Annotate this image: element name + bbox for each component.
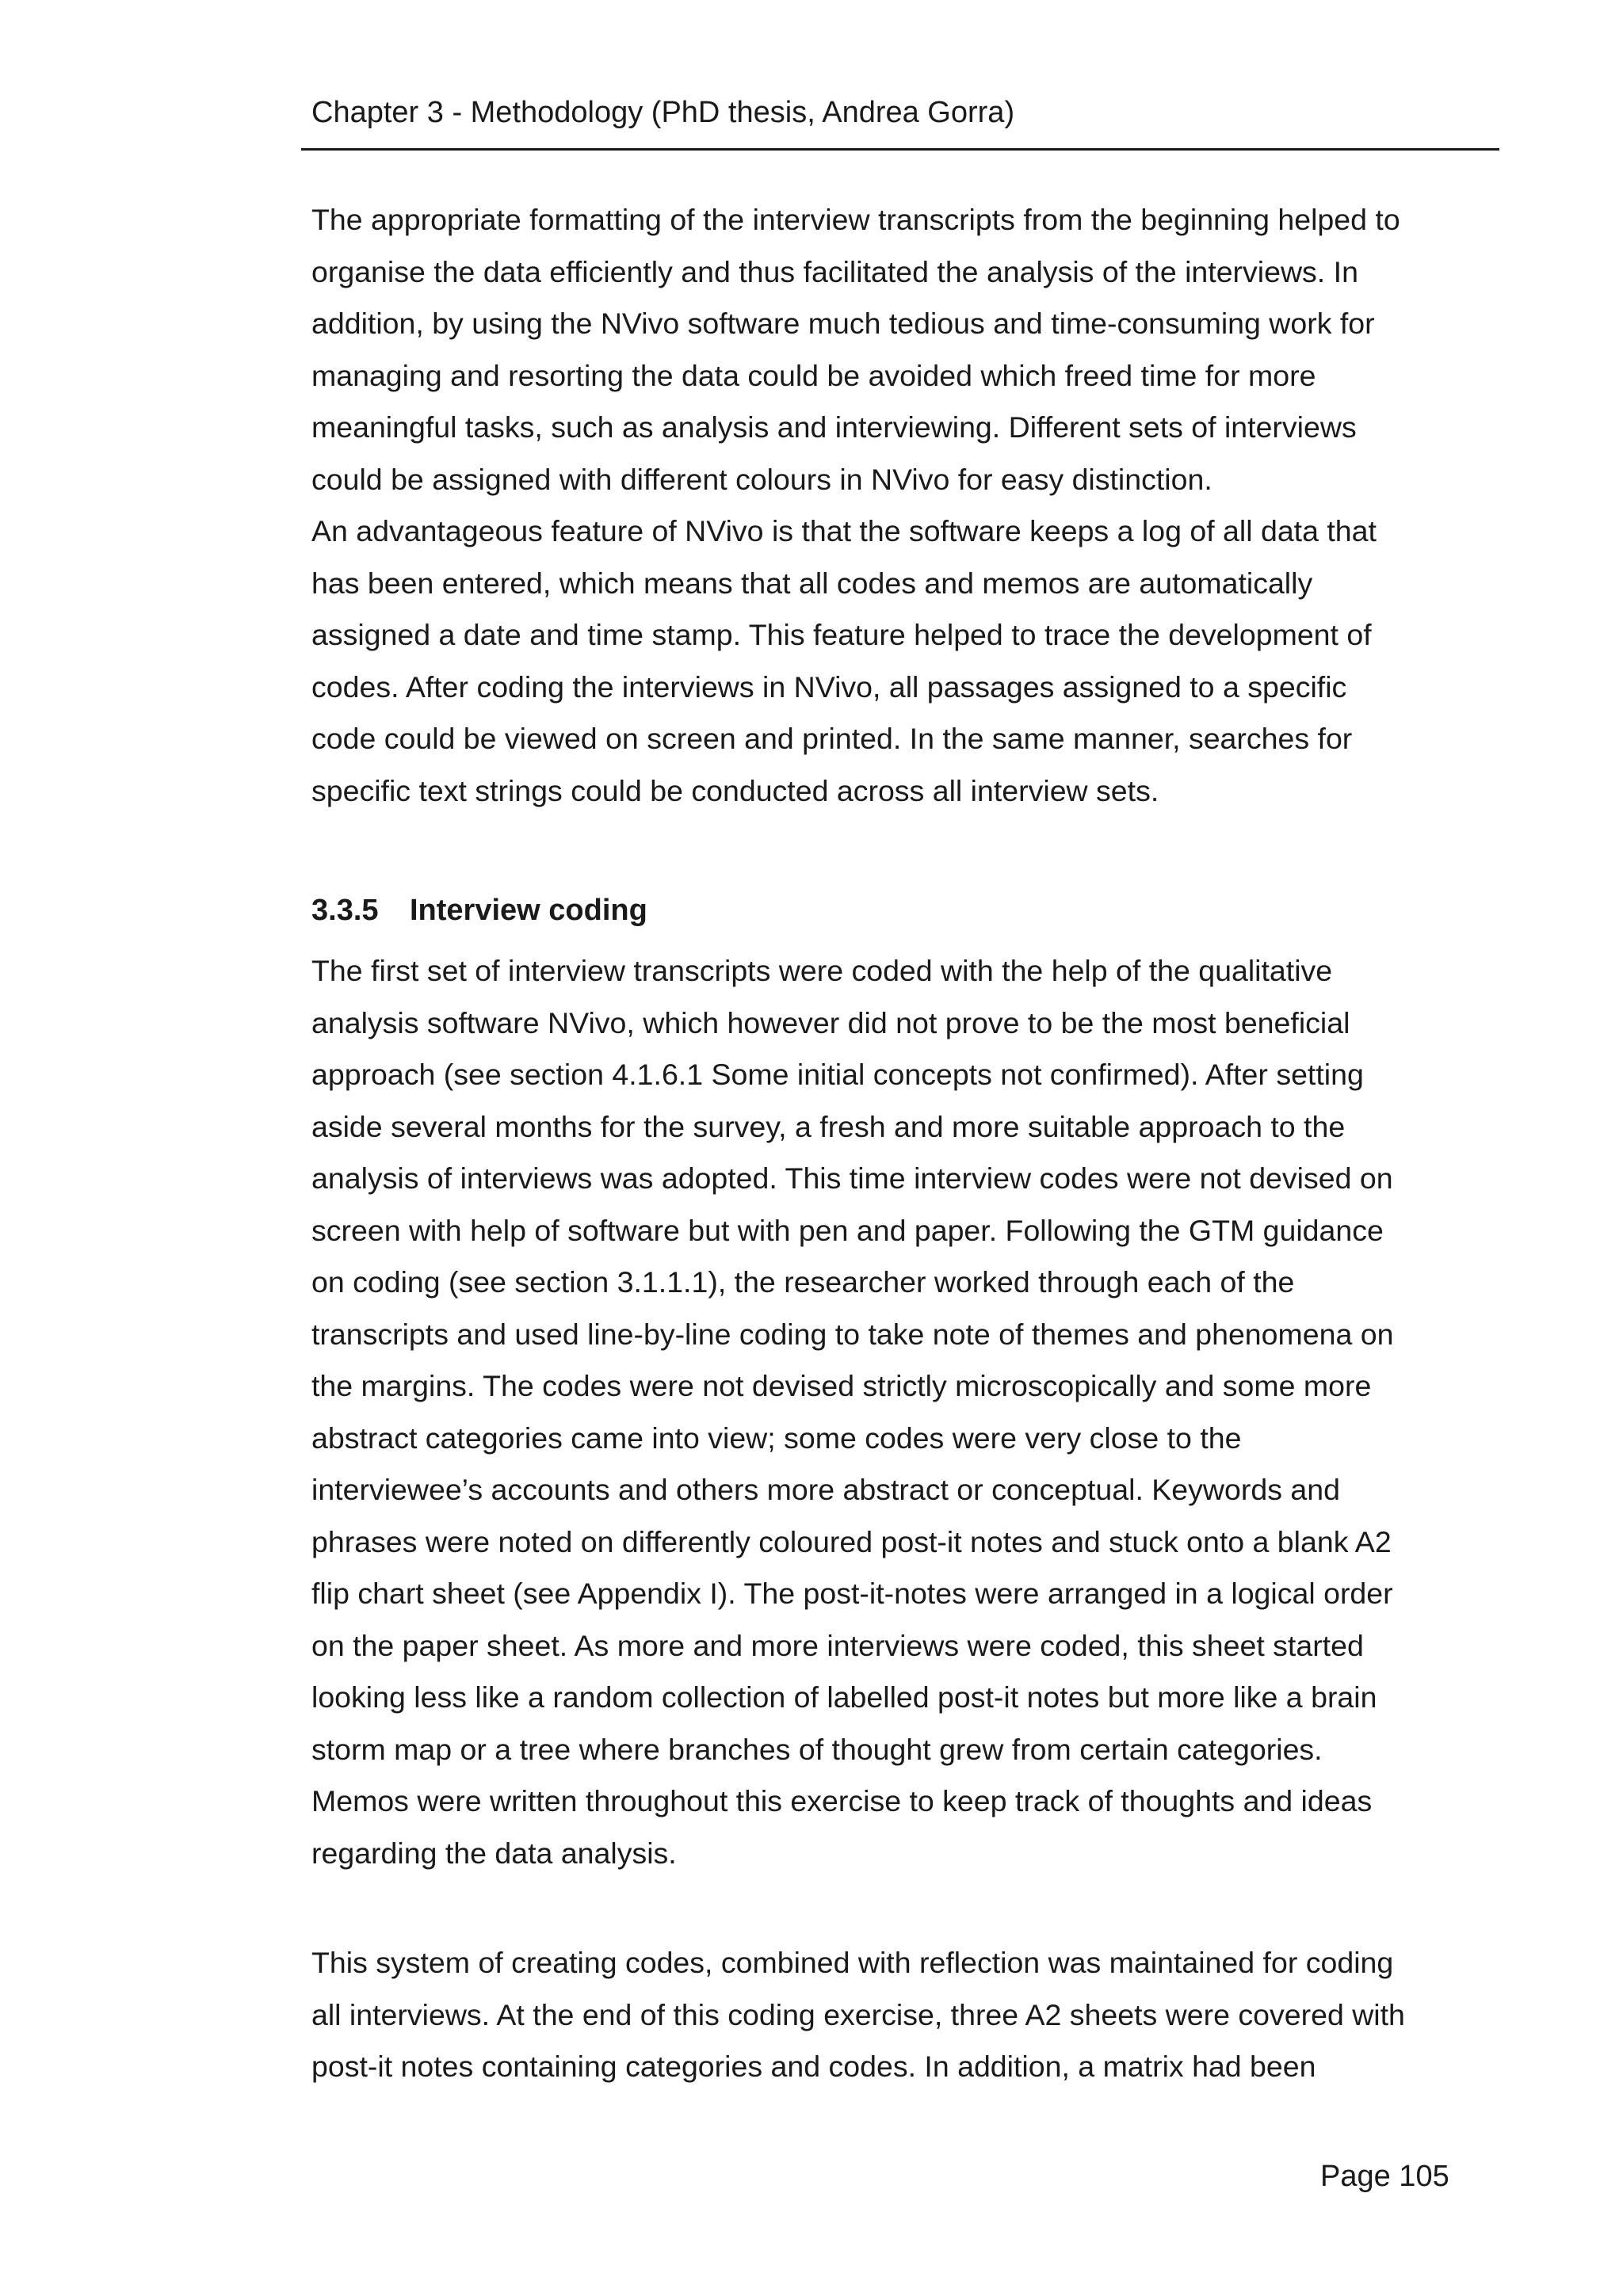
text-line: An advantageous feature of NVivo is that the software keeps a log of all data that xyxy=(311,514,1377,547)
text-line: abstract categories came into view; some codes were very close to the xyxy=(311,1421,1242,1455)
text-line: meaningful tasks, such as analysis and interviewing. Different sets of interviews xyxy=(311,410,1357,444)
header-rule xyxy=(301,148,1499,151)
text-line: aside several months for the survey, a fresh and more suitable approach to the xyxy=(311,1109,1346,1143)
section-title: Interview coding xyxy=(410,894,647,927)
paragraph-coding-system xyxy=(311,1937,1484,2093)
text-line: the margins. The codes were not devised strictly microscopically and some more xyxy=(311,1369,1372,1402)
text-line: interviewee’s accounts and others more abstract or conceptual. Keywords and xyxy=(311,1473,1340,1506)
text-line: code could be viewed on screen and printed. In the same manner, searches for xyxy=(311,722,1353,755)
paragraph-interview-coding xyxy=(311,945,1484,1879)
text-line: The appropriate formatting of the interview transcripts from the beginning helped to xyxy=(311,203,1400,236)
text-line: regarding the data analysis. xyxy=(311,1836,677,1870)
page-number: Page 105 xyxy=(1320,2160,1449,2193)
text-line: could be assigned with different colours in NVivo for easy distinction. xyxy=(311,462,1212,496)
text-line: flip chart sheet (see Appendix I). The post-it-notes were arranged in a logical order xyxy=(311,1577,1393,1610)
paragraph-nvivo-formatting xyxy=(311,194,1484,817)
section-heading xyxy=(311,889,647,932)
text-line: specific text strings could be conducted across all interview sets. xyxy=(311,773,1159,807)
running-header: Chapter 3 - Methodology (PhD thesis, Andrea Gorra) xyxy=(311,96,1015,129)
text-line: approach (see section 4.1.6.1 Some initial concepts not confirmed). After setting xyxy=(311,1058,1364,1091)
text-line: on coding (see section 3.1.1.1), the researcher worked through each of the xyxy=(311,1265,1295,1299)
text-line: managing and resorting the data could be avoided which freed time for more xyxy=(311,358,1316,392)
text-line: addition, by using the NVivo software much tedious and time-consuming work for xyxy=(311,307,1375,340)
text-line: post-it notes containing categories and codes. In addition, a matrix had been xyxy=(311,2050,1316,2083)
text-line: screen with help of software but with pen and paper. Following the GTM guidance xyxy=(311,1213,1384,1247)
text-line: organise the data efficiently and thus facilitated the analysis of the interviews. In xyxy=(311,254,1358,288)
text-line: The first set of interview transcripts were coded with the help of the qualitative xyxy=(311,954,1333,987)
text-line: all interviews. At the end of this coding exercise, three A2 sheets were covered with xyxy=(311,1997,1405,2031)
text-line: has been entered, which means that all codes and memos are automatically xyxy=(311,566,1313,600)
text-line: This system of creating codes, combined with reflection was maintained for coding xyxy=(311,1946,1394,1979)
text-line: codes. After coding the interviews in NVivo, all passages assigned to a specific xyxy=(311,669,1347,704)
text-line: on the paper sheet. As more and more interviews were coded, this sheet started xyxy=(311,1628,1364,1662)
text-line: Memos were written throughout this exercise to keep track of thoughts and ideas xyxy=(311,1784,1373,1817)
text-line: analysis software NVivo, which however did not prove to be the most beneficial xyxy=(311,1005,1350,1039)
text-line: phrases were noted on differently coloured post-it notes and stuck onto a blank A2 xyxy=(311,1524,1392,1558)
text-line: looking less like a random collection of labelled post-it notes but more like a brain xyxy=(311,1680,1377,1714)
text-line: analysis of interviews was adopted. This time interview codes were not devised on xyxy=(311,1161,1393,1195)
section-number: 3.3.5 xyxy=(311,894,379,927)
text-line: transcripts and used line-by-line coding to take note of themes and phenomena on xyxy=(311,1317,1394,1351)
text-line: assigned a date and time stamp. This feature helped to trace the development of xyxy=(311,618,1372,651)
text-line: storm map or a tree where branches of thought grew from certain categories. xyxy=(311,1732,1323,1766)
